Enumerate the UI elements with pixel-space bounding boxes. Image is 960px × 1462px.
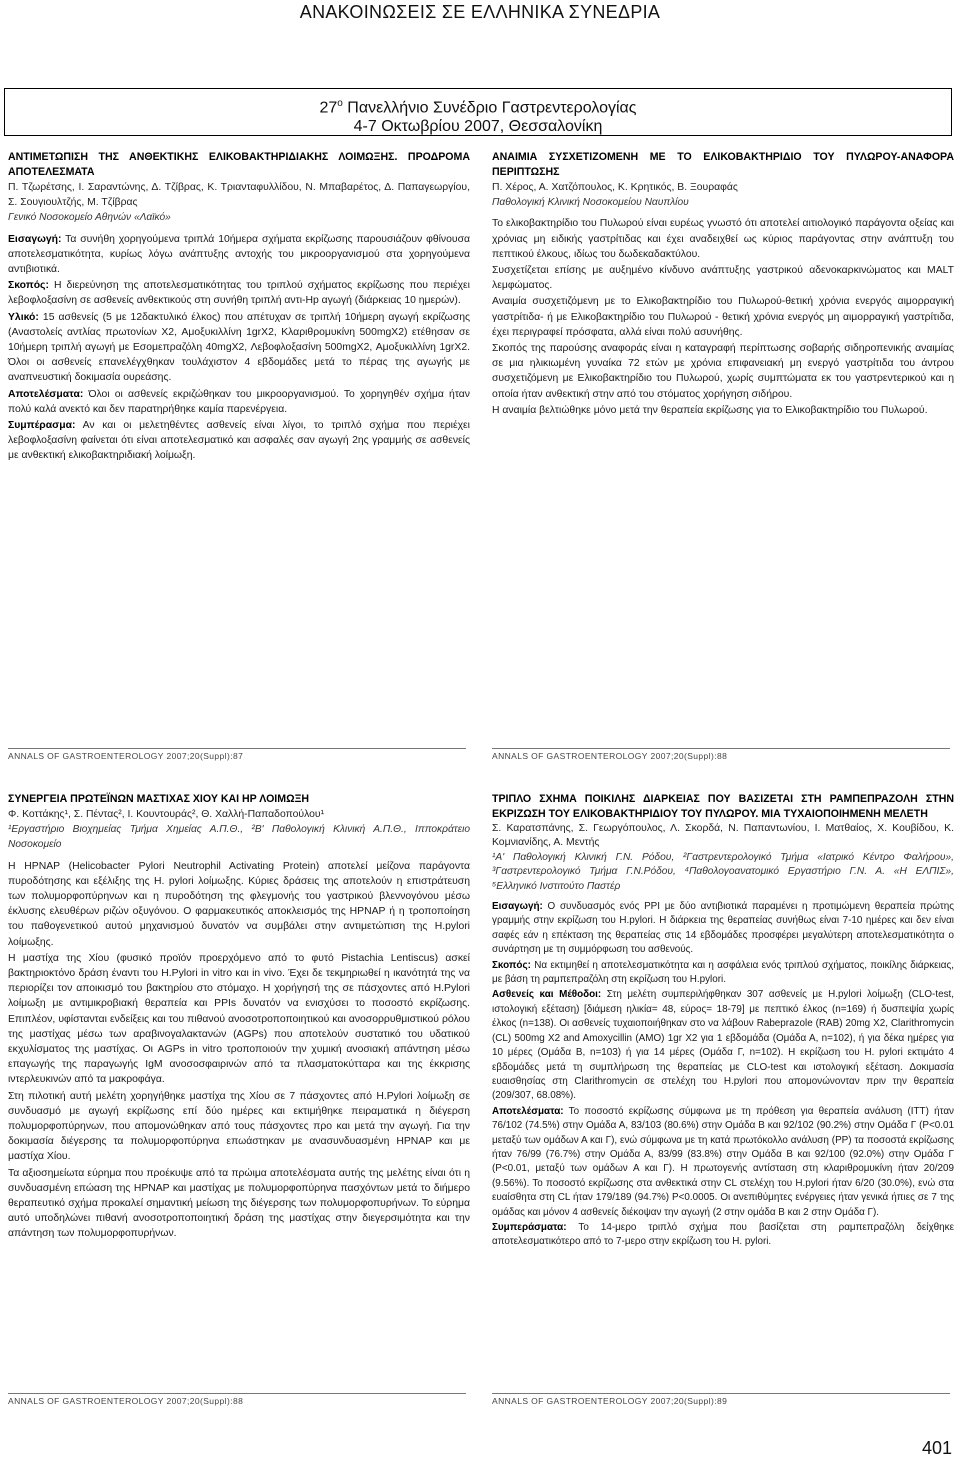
paragraph-text: Ο συνδυασμός ενός PPI με δύο αντιβιοτικά παραμένει η προτιμώμενη θεραπεία πρώτης γραμμής στην εκρίζωση του H.pylori. Η διάρκεια της θεραπείας συνήθως είναι 7-10 ημέρες και δεν είναι σαφές εάν η επέκταση της θεραπείας στις 14 εβδομάδες προσφέρει μεγαλύτερη αποτελεσματικότητα ο συνάρτηση με τη συμμόρφωση του ασθενούς.	[492, 901, 954, 956]
paragraph-text: Τα συνήθη χορηγούμενα τριπλά 10ήμερα σχήματα εκρίζωσης παρουσιάζουν φθίνουσα αποτελεσματικότητα, κυρίως λόγω ανάπτυξης αντοχής του μικροοργανισμού στα χορηγούμενα αντιβιοτικά.	[8, 233, 471, 276]
abstract-paragraph: Η αναιμία βελτιώθηκε μόνο μετά την θεραπεία εκρίζωσης για το Ελικοβακτηρίδιο του Πυλωρού.	[492, 404, 928, 416]
paragraph-text: 15 ασθενείς (5 με 12δακτυλικό έλκος) που απέτυχαν σε τριπλή 10ήμερη αγωγή εκρίζωσης (Αναστολείς αντλίας πρωτονίων X2, Αμοξυκιλλίνη 1grX2, Κλαριθρομυκίνη 500mgX2) ετέθησαν σε 10ήμερη τριπλή αγωγή με Εσομεπραζόλη 40mgX2, Λεβοφλοξασίνη 500mgX2, Αμοξυκιλλίνη 1grX2. Όλοι οι ασθενείς επανελέγχθηκαν τουλάχιστον 4 εβδομάδες μετά το πέρας της αγωγής με αναπνευστική δοκιμασία ουρεάσης.	[8, 311, 470, 384]
paragraph-label: Σκοπός:	[8, 280, 49, 292]
paragraph-text: Η διερεύνηση της αποτελεσματικότητας του τριπλού σχήματος εκρίζωσης που περιέχει λεβοφλοξασίνη σε ασθενείς ανθεκτικούς στη συνήθη τριπλή αντι-Hp αγωγή (διάρκειας 10 ημερών).	[8, 280, 470, 307]
abstract-authors: Σ. Καρατσπάνης, Σ. Γεωργόπουλος, Λ. Σκορδά, Ν. Παπαντωνίου, Ι. Ματθαίος, Χ. Κουβίδου, Κ. Κομνιανίδης, Α. Μεντής	[492, 823, 954, 849]
paragraph-text: Το 14-μερο τριπλό σχήμα που βασίζεται στη ραμπεπραζόλη δείχθηκε αποτελεσματικότερο από το 7-μερο στην εκρίζωση του H. pylori.	[492, 1221, 954, 1248]
conference-name: Πανελλήνιο Συνέδριο Γαστρεντερολογίας	[347, 99, 637, 117]
page-header: ΑΝΑΚΟΙΝΩΣΕΙΣ ΣΕ ΕΛΛΗΝΙΚΑ ΣΥΝΕΔΡΙΑ	[299, 2, 661, 22]
abstract-paragraph	[8, 310, 470, 386]
abstract-affiliation: Παθολογική Κλινική Νοσοκομείου Ναυπλίου	[492, 197, 689, 209]
abstract-3	[8, 792, 470, 1243]
abstract-paragraph	[8, 418, 470, 464]
abstract-2	[492, 150, 954, 419]
paragraph-label: Αποτελέσματα:	[8, 388, 84, 400]
abstract-paragraph: Σκοπός της παρούσης αναφοράς είναι η καταγραφή περίπτωσης σοβαρής σιδηροπενικής αναιμίας σε μια ηλικιωμένη γυναίκα 72 ετών με χρόνια επιφανειακή μη ενεργό γαστρίτιδα του άντρου συσχετιζόμενη με Ελικοβακτηρίδιο του Πυλωρού, χωρίς συμπτώματα εκ του γαστρεντερικού και η οποία ήταν ανθεκτική στην από του στόματος χορήγηση σιδήρου.	[492, 343, 954, 400]
paragraph-text: Όλοι οι ασθενείς εκριζώθηκαν του μικροοργανισμού. Το χορηγηθέν σχήμα ήταν πολύ καλά ανεκτό και δεν παρατηρήθηκε καμία παρενέργεια.	[8, 388, 470, 415]
conference-number: 27	[319, 99, 338, 117]
conference-title-line	[5, 94, 951, 117]
abstract-paragraph: Αναιμία συσχετιζόμενη με το Ελικοβακτηρίδιο του Πυλωρού-θετική χρόνια ενεργός αιμορραγική γαστρίτιδα- ή με Ελικοβακτηρίδιο του Πυλωρού - θετική χρόνια ενεργός μη αιμορραγική γαστρίτιδα, έχει περιγραφεί πρόσφατα, αλλά είναι πολύ ασυνήθης.	[492, 296, 954, 338]
abstract-title: ΑΝΤΙΜΕΤΩΠΙΣΗ ΤΗΣ ΑΝΘΕΚΤΙΚΗΣ ΕΛΙΚΟΒΑΚΤΗΡΙΔΙΑΚΗΣ ΛΟΙΜΩΞΗΣ. ΠΡΟΔΡΟΜΑ ΑΠΟΤΕΛΕΣΜΑΤΑ	[8, 151, 470, 178]
abstract-paragraph: Στη πιλοτική αυτή μελέτη χορηγήθηκε μαστίχα της Χίου σε 7 πάσχοντες από H.Pylori λοίμωξη σε συνδυασμό με αγωγή εκρίζωσης επί δύο ημέρες και εκτιμήθηκε πειραματικά η διέγερση πολυμορφοπύρηνων, που απομονώθηκαν από τους πάσχοντες προ και μετά την αγωγή. Για την δοκιμασία διέγερσης τα πολυμορφοπύρηνα επωάστηκαν με ανασυνδυασμένη HPNAP και με μαστίχα Χίου.	[8, 1090, 470, 1163]
paragraph-label: Εισαγωγή:	[8, 233, 62, 245]
paragraph-label: Συμπεράσματα:	[492, 1221, 567, 1233]
paragraph-label: Σκοπός:	[492, 959, 531, 971]
paragraph-text: Στη μελέτη συμπεριλήφθηκαν 307 ασθενείς με H.pylori λοίμωξη (CLO-test, ιστολογική εξέταση) [διάμεση ηλικία= 48, εύρος= 18-79] με πεπτικό έλκος (n=169) ή δυσπεψία χωρίς έλκος (n=138). Οι ασθενείς τυχαιοποιήθηκαν στο να λάβουν Rabeprazole (RAB) 20mg X2, Clarithromycin (CL) 500mg X2 and Amoxycillin (AMO) 1gr X2 για 1 εβδομάδα (Ομάδα Α, n=102), ή για δέκα ημέρες για 10 μέρες (Ομάδα Β, n=103) ή για 14 μέρες (Ομάδα Γ, n=102). Η εκρίζωση του H. pylori εκτιμάτο 4 εβδομάδες μετά τη συμπλήρωση της θεραπείας με CLO-test και ιστολογική εξέταση. Δοκιμασία ευαισθησίας στη Clarithromycin σε στελέχη του H.pylori που απομονώνονταν πριν την θεραπεία (209/307, 68.08%).	[492, 989, 954, 1102]
journal-footer: ANNALS OF GASTROENTEROLOGY 2007;20(Suppl):89	[492, 1393, 950, 1406]
abstract-1	[8, 150, 470, 465]
abstract-paragraph	[8, 278, 470, 308]
paragraph-label: Αποτελέσματα:	[492, 1105, 564, 1117]
abstract-title: ΣΥΝΕΡΓΕΙΑ ΠΡΩΤΕΪΝΩΝ ΜΑΣΤΙΧΑΣ ΧΙΟΥ ΚΑΙ ΗΡ ΛΟΙΜΩΞΗ	[8, 793, 310, 805]
abstract-paragraph	[492, 1221, 954, 1250]
paragraph-label: Εισαγωγή:	[492, 901, 543, 913]
journal-footer: ANNALS OF GASTROENTEROLOGY 2007;20(Suppl):87	[8, 748, 466, 761]
conference-dates-place: 4-7 Οκτωβρίου 2007, Θεσσαλονίκη	[353, 118, 603, 136]
abstract-paragraph	[492, 900, 954, 958]
abstract-paragraph	[492, 988, 954, 1103]
conference-header-box	[4, 88, 952, 136]
abstract-authors: Π. Χέρος, Α. Χατζόπουλος, Κ. Κρητικός, Β. Ξουραφάς	[492, 182, 738, 193]
paragraph-label: Ασθενείς και Μέθοδοι:	[492, 989, 602, 1001]
abstract-affiliation: ¹Α' Παθολογική Κλινική Γ.Ν. Ρόδου, ²Γαστρεντερολογικό Τμήμα «Ιατρικό Κέντρο Φαλήρου», ³Γαστρεντερολογικό Τμήμα Γ.Ν.Ρόδου, ⁴Παθολογοανατομικό Εργαστήριο Γ.Ν. Α. «Η ΕΛΠΙΣ», ⁵Ελληνικό Ινστιτούτο Παστέρ	[492, 851, 954, 892]
paragraph-text: Αν και οι μελετηθέντες ασθενείς είναι λίγοι, το τριπλό σχήμα που περιέχει λεβοφλοξασίνη φαίνεται ότι είναι αποτελεσματικό και ασφαλές σαν αγωγή 2ης γραμμής σε ασθενείς με ανθεκτική ελικοβακτηριδιακή λοίμωξη.	[8, 420, 470, 462]
page-number: 401	[921, 1438, 952, 1458]
abstract-4	[492, 792, 954, 1251]
abstract-affiliation: ¹Εργαστήριο Βιοχημείας Τμήμα Χημείας Α.Π.Θ., ²Β' Παθολογική Κλινική Α.Π.Θ., Ιπποκράτειο Νοσοκομείο	[8, 824, 470, 851]
abstract-paragraph	[8, 232, 470, 278]
abstract-paragraph: Συσχετίζεται επίσης με αυξημένο κίνδυνο ανάπτυξης γαστρικού αδενοκαρκινώματος και MALT λεμφώματος.	[492, 265, 954, 292]
journal-footer: ANNALS OF GASTROENTEROLOGY 2007;20(Suppl):88	[492, 748, 950, 761]
abstract-paragraph: Η μαστίχα της Χίου (φυσικό προϊόν προερχόμενο από το φυτό Pistachia Lentiscus) ασκεί βακτηριοκτόνο δράση έναντι του H.Pylori in vitro και in vivo. Έχει δε τεκμηριωθεί η ικανότητά της να περιορίζει τον αποικισμό του βακτηρίου στο στόμαχο. Η χορήγησή της σε πάσχοντες από H.Pylori λοίμωξη με αντιμικροβιακή θεραπεία και PPIs δυνατόν να ενισχύσει το ποσοστό εκρίζωσης. Επιπλέον, υφίστανται ενδείξεις και του πιθανού ανοσοτροποποιητικού και ανοσορρυθμιστικού ρόλου της μαστίχας μέσω των αραβινογαλακτανών (AGPs) που αποτελούν συστατικό του υδατικού εκχυλίσματος της μαστίχας. Οι AGPs in vitro τροποποιούν την χυμική ανοσιακή απάντηση μέσω επαγωγής της παραγωγής IgM ανοσοσφαιρινών από τα πλασματοκύτταρα και της έκκρισης ιντερλευκινών από τα μακροφάγα.	[8, 952, 470, 1086]
abstract-paragraph	[492, 959, 954, 988]
abstract-title: ΑΝΑΙΜΙΑ ΣΥΣΧΕΤΙΖΟΜΕΝΗ ΜΕ ΤΟ ΕΛΙΚΟΒΑΚΤΗΡΙΔΙΟ ΤΟΥ ΠΥΛΩΡΟΥ-ΑΝΑΦΟΡΑ ΠΕΡΙΠΤΩΣΗΣ	[492, 151, 954, 178]
abstract-authors: Φ. Κοττάκης¹, Σ. Πέντας², Ι. Κουντουράς², Θ. Χαλλή-Παπαδοπούλου¹	[8, 809, 325, 820]
conference-ordinal: ο	[337, 98, 343, 109]
journal-footer: ANNALS OF GASTROENTEROLOGY 2007;20(Suppl):88	[8, 1393, 466, 1406]
abstract-affiliation: Γενικό Νοσοκομείο Αθηνών «Λαϊκό»	[8, 212, 171, 224]
abstract-paragraph: Το ελικοβακτηρίδιο του Πυλωρού είναι ευρέως γνωστό ότι αποτελεί αιτιολογικό παράγοντα οξείας και χρόνιας μη ειδικής γαστρίτιδας και έχει αναδειχθεί ως κύριος παράγοντας στην ανάπτυξη του πεπτικού έλκους, ιδίως του δωδεκαδακτύλου.	[492, 218, 954, 260]
paragraph-label: Συμπέρασμα:	[8, 420, 76, 432]
abstract-authors: Π. Τζωρέτσης, Ι. Σαραντώνης, Δ. Τζίβρας, Κ. Τριανταφυλλίδου, Ν. Μπαβαρέτος, Δ. Παπαγεωργίου, Σ. Σουγιουλτζής, Μ. Τζίβρας	[8, 182, 470, 209]
abstract-paragraph	[492, 1105, 954, 1220]
paragraph-text: Το ποσοστό εκρίζωσης σύμφωνα με τη πρόθεση για θεραπεία ανάλυση (ITT) ήταν 76/102 (74.5%) στην Ομάδα Α, 83/103 (80.6%) στην Ομάδα Β και 92/102 (90.2%) στην Ομάδα Γ (P<0.01 μεταξύ των ομάδων Α και Γ), ενώ σύμφωνα με τη κατά πρωτόκολλο ανάλυση (PP) τα ποσοστά εκρίζωσης ήταν 76/99 (76.7%) στην Ομάδα Α, 83/99 (83.8%) στην Ομάδα Β και 92/100 (92.0%) στην Ομάδα Γ (P<0.01, μεταξύ των ομάδων Α και Γ). Η πρωτογενής αντίσταση στη κλαριθρομυκίνη ήταν 20/209 (9.56%). Το ποσοστό εκρίζωσης στα ανθεκτικά στην CL στελέχη του H.pylori ήταν 6/20 (30.0%), ενώ στα ευαίσθητα στη CL ήταν 179/189 (94.7%) P<0.0005. Οι ανεπιθύμητες ενέργειες ήταν γενικά ήπιες σε 7 της ομάδας και μόνον 4 ασθενείς διέκοψαν την αγωγή (2 στην ομάδα Β και 2 στην Ομάδα Γ).	[492, 1105, 954, 1218]
abstract-paragraph: Τα αξιοσημείωτα εύρημα που προέκυψε από τα πρώιμα αποτελέσματα αυτής της μελέτης είναι ότι η συνδυασμένη επώαση της HPNAP και μαστίχας με πολυμορφοπύρηνα πασχόντων μετά το διήμερο θεραπευτικό σχήμα προκαλεί σημαντική μείωση της διέγερσης των πολυμορφοπυρήνων. Το εύρημα αυτό υποδηλώνει πιθανή ανοσοτροποποιητική δράση της μαστίχας στην διεγερσιμότητα και την απάντηση των πολυμορφοπυρήνων.	[8, 1167, 470, 1240]
abstract-paragraph	[8, 387, 470, 417]
paragraph-text: Να εκτιμηθεί η αποτελεσματικότητα και η ασφάλεια ενός τριπλού σχήματος, ποικίλης διάρκειας, με βάση τη ραμπεπραζόλη στη εκρίζωση του H.pylori.	[492, 959, 954, 986]
paragraph-label: Υλικό:	[8, 311, 39, 323]
abstract-title: ΤΡΙΠΛΟ ΣΧΗΜΑ ΠΟΙΚΙΛΗΣ ΔΙΑΡΚΕΙΑΣ ΠΟΥ ΒΑΣΙΖΕΤΑΙ ΣΤΗ ΡΑΜΠΕΠΡΑΖΟΛΗ ΣΤΗΝ ΕΚΡΙΖΩΣΗ ΤΟΥ ΕΛΙΚΟΒΑΚΤΗΡΙΔΙΟΥ ΤΟΥ ΠΥΛΩΡΟΥ. ΜΙΑ ΤΥΧΑΙΟΠΟΙΗΜΕΝΗ ΜΕΛΕΤΗ	[492, 793, 954, 820]
abstract-paragraph: Η HPNAP (Helicobacter Pylori Neutrophil Activating Protein) αποτελεί μείζονα παράγοντα πυροδότησης και εξέλιξης της H. pylori λοίμωξης. Κύριες δράσεις της αποτελούν η επιστράτευση των πολυμορφοπύρηνων και η πυροδότηση της φλεγμονής του γαστρικού βλεννογόνου μέσω έκλυσης ελευθέρων ριζών οξυγόνου. Ο φαρμακευτικός αποκλεισμός της HPNAP ή η τροποποίηση του παθογενετικού αυτού μηχανισμού δυνατόν να συμβάλει στην αντιμετώπιση της H.pylori λοίμωξης.	[8, 860, 470, 948]
